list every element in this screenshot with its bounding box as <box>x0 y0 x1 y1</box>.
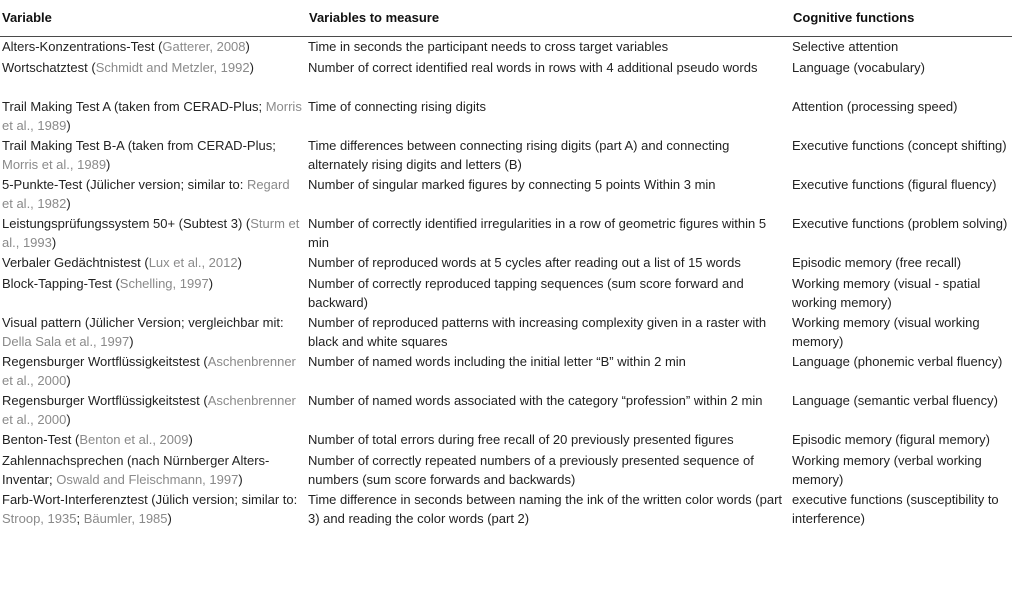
measure-cell: Time in seconds the participant needs to cross target variables <box>308 39 669 54</box>
header-measure: Variables to measure <box>305 0 789 37</box>
table-row <box>0 451 1012 490</box>
function-cell: Episodic memory (figural memory) <box>792 432 990 447</box>
measure-cell: Number of correctly repeated numbers of a previously presented sequence of numbers (sum score forwards and backwards) <box>308 453 754 487</box>
function-cell: Executive functions (concept shifting) <box>792 138 1007 153</box>
measure-cell: Number of total errors during free recall of 20 previously presented figures <box>308 432 734 447</box>
measure-cell: Time difference in seconds between naming the ink of the written color words (part 3) and reading the color words (part 2) <box>308 492 783 526</box>
variable-cell: Alters-Konzentrations-Test (Gatterer, 2008) <box>2 39 250 54</box>
table-row <box>0 313 1012 352</box>
variable-cell: Wortschatztest (Schmidt and Metzler, 1992) <box>2 60 254 75</box>
citation-link[interactable]: Benton et al., 2009 <box>79 432 189 447</box>
citation-link[interactable]: Aschenbrenner et al., 2000 <box>2 393 296 427</box>
citation-link[interactable]: Schmidt and Metzler, 1992 <box>95 60 250 75</box>
variable-cell: Farb-Wort-Interferenztest (Jülich version; similar to: Stroop, 1935; Bäumler, 1985) <box>2 492 298 526</box>
variable-cell: Benton-Test (Benton et al., 2009) <box>2 432 193 447</box>
variable-cell: Visual pattern (Jülicher Version; vergleichbar mit: Della Sala et al., 1997) <box>2 315 284 349</box>
function-cell: Language (semantic verbal fluency) <box>792 393 998 408</box>
variable-cell: Regensburger Wortflüssigkeitstest (Aschenbrenner et al., 2000) <box>2 393 296 427</box>
citation-link[interactable]: Regard et al., 1982 <box>2 177 290 211</box>
citation-link[interactable]: Della Sala et al., 1997 <box>2 333 130 349</box>
variable-cell: Trail Making Test A (taken from CERAD-Plus; Morris et al., 1989) <box>2 99 302 133</box>
function-cell: Language (vocabulary) <box>792 60 925 75</box>
measure-cell: Number of correct identified real words in rows with 4 additional pseudo words <box>308 60 758 75</box>
function-cell: Selective attention <box>792 39 899 54</box>
header-functions: Cognitive functions <box>789 0 1012 37</box>
measure-cell: Number of named words associated with the category “profession” within 2 min <box>308 393 763 408</box>
citation-link[interactable]: Morris et al., 1989 <box>2 99 302 133</box>
header-row <box>0 0 1012 37</box>
citation-link[interactable]: Sturm et al., 1993 <box>2 216 300 250</box>
function-cell: Executive functions (figural fluency) <box>792 177 997 192</box>
citation-link[interactable]: Oswald and Fleischmann, 1997 <box>56 471 239 487</box>
citation-link[interactable]: Morris et al., 1989 <box>2 156 107 172</box>
table-row <box>0 37 1012 59</box>
citation-link[interactable]: Aschenbrenner et al., 2000 <box>2 354 296 388</box>
measure-cell: Number of named words including the initial letter “B” within 2 min <box>308 354 686 369</box>
function-cell: Episodic memory (free recall) <box>792 255 962 270</box>
variable-cell: 5-Punkte-Test (Jülicher version; similar to: Regard et al., 1982) <box>2 177 290 211</box>
measure-cell: Number of reproduced words at 5 cycles after reading out a list of 15 words <box>308 255 741 270</box>
table-row <box>0 253 1012 274</box>
citation-link[interactable]: Gatterer, 2008 <box>162 39 246 54</box>
variable-cell: Regensburger Wortflüssigkeitstest (Aschenbrenner et al., 2000) <box>2 354 296 388</box>
variable-cell: Leistungsprüfungssystem 50+ (Subtest 3) (Sturm et al., 1993) <box>2 216 300 250</box>
header-variable: Variable <box>0 0 305 37</box>
variable-cell: Trail Making Test B-A (taken from CERAD-Plus; Morris et al., 1989) <box>2 138 276 172</box>
table-row <box>0 214 1012 253</box>
function-cell: Attention (processing speed) <box>792 99 958 114</box>
citation-link[interactable]: Lux et al., 2012 <box>148 255 238 270</box>
variable-cell: Block-Tapping-Test (Schelling, 1997) <box>2 276 214 291</box>
table-row <box>0 274 1012 313</box>
table-row <box>0 175 1012 214</box>
measure-cell: Number of reproduced patterns with increasing complexity given in a raster with black and white squares <box>308 315 767 349</box>
table-row <box>0 136 1012 175</box>
function-cell: Working memory (visual - spatial working memory) <box>792 276 981 310</box>
variable-cell: Zahlennachsprechen (nach Nürnberger Alters-Inventar; Oswald and Fleischmann, 1997) <box>2 453 270 487</box>
function-cell: Executive functions (problem solving) <box>792 216 1008 231</box>
measure-cell: Number of correctly reproduced tapping sequences (sum score forward and backward) <box>308 276 744 310</box>
table-row <box>0 490 1012 529</box>
citation-link[interactable]: Stroop, 1935 <box>2 510 77 526</box>
table-row <box>0 97 1012 136</box>
function-cell: executive functions (susceptibility to interference) <box>792 492 999 526</box>
table-row <box>0 352 1012 391</box>
measure-cell: Time of connecting rising digits <box>308 99 486 114</box>
function-cell: Working memory (visual working memory) <box>792 315 980 349</box>
function-cell: Language (phonemic verbal fluency) <box>792 354 1003 369</box>
measure-cell: Time differences between connecting rising digits (part A) and connecting alternately rising digits and letters (B) <box>308 138 730 172</box>
function-cell: Working memory (verbal working memory) <box>792 453 982 487</box>
citation-link[interactable]: Schelling, 1997 <box>119 276 209 291</box>
citation-link[interactable]: Bäumler, 1985 <box>83 510 168 526</box>
variable-cell: Verbaler Gedächtnistest (Lux et al., 2012) <box>2 255 242 270</box>
table-row <box>0 58 1012 97</box>
measure-cell: Number of correctly identified irregularities in a row of geometric figures within 5 min <box>308 216 767 250</box>
table-row <box>0 430 1012 451</box>
measure-cell: Number of singular marked figures by connecting 5 points Within 3 min <box>308 177 716 192</box>
table-row <box>0 391 1012 430</box>
